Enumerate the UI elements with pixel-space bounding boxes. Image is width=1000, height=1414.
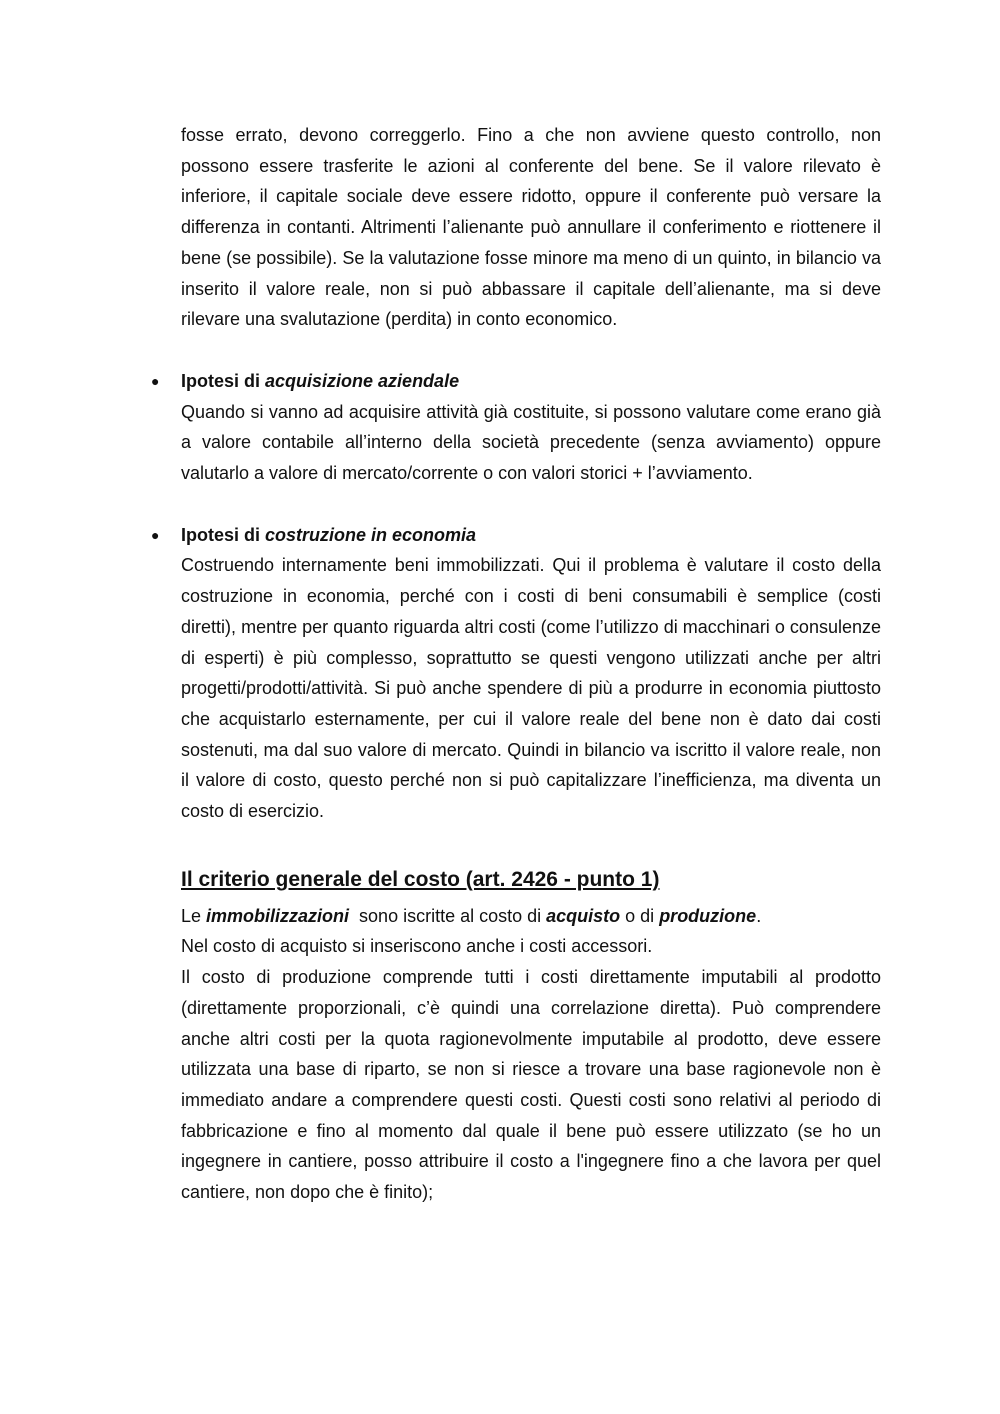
bullet-paragraph: Costruendo internamente beni immobilizzati. Qui il problema è valutare il costo della costruzione in economia, perché con i costi di beni consumabili è semplice (costi diretti), mentre per quanto riguarda altri costi (come l’utilizzo di macchinari o consulenze di esperti) è più complesso, soprattutto se questi vengono utilizzati anche per altri progetti/prodotti/attività. Si può anche spendere di più a produrre in economia piuttosto che acquistarlo esternamente, per cui il valore reale del bene non è dato dai costi sostenuti, ma dal suo valore di mercato. Quindi in bilancio va iscritto il valore reale, non il valore di costo, questo perché non si può capitalizzare l’inefficienza, ma diventa un costo di esercizio. (181, 555, 881, 822)
section-body-paragraph: Il costo di produzione comprende tutti i costi direttamente imputabili al prodotto (direttamente proporzionali, c’è quindi una correlazione diretta). Può comprendere anche altri costi per la quota ragionevolmente imputabile al prodotto, deve essere utilizzata una base di riparto, se non si riesce a trovare una base ragionevole non è immediato andare a comprendere questi costi. Questi costi sono relativi al periodo di fabbricazione e fino al momento dal quale il bene può essere utilizzato (se ho un ingegnere in cantiere, posso attribuire il costo a l'ingegnere fino a che lavora per quel cantiere, non dopo che è finito); (181, 967, 881, 1203)
bullet-acquisizione (151, 366, 881, 489)
bullet-title-emphasis: acquisizione aziendale (265, 370, 460, 391)
lead-emphasis: acquisto (546, 905, 621, 926)
section-criterio-costo (181, 865, 881, 1208)
lead-text: Le (181, 905, 207, 926)
section-lead-line (181, 901, 881, 932)
lead-text: o di (620, 905, 660, 926)
bullet-title-prefix: Ipotesi di (181, 370, 266, 391)
section-heading: Il criterio generale del costo (art. 2426 - punto 1) (181, 867, 660, 891)
bullet-costruzione (151, 520, 881, 827)
bullet-paragraph: Quando si vanno ad acquisire attività già costituite, si possono valutare come erano già a valore contabile all’interno della società precedente (senza avviamento) oppure valutarlo a valore di mercato/corrente o con valori storici + l’avviamento. (181, 401, 881, 484)
bullet-title (181, 520, 881, 551)
bullet-title-prefix: Ipotesi di (181, 524, 266, 545)
bullet-title-emphasis: costruzione in economia (265, 524, 477, 545)
lead-emphasis: produzione (659, 905, 757, 926)
bullet-title (181, 366, 881, 397)
intro-paragraph: fosse errato, devono correggerlo. Fino a che non avviene questo controllo, non possono essere trasferite le azioni al conferente del bene. Se il valore rilevato è inferiore, il capitale sociale deve essere ridotto, oppure il conferente può versare la differenza in contanti. Altrimenti l’alienante può annullare il conferimento e riottenere il bene (se possibile). Se la valutazione fosse minore ma meno di un quinto, in bilancio va inserito il valore reale, non si può abbassare il capitale dell’alienante, ma si deve rilevare una svalutazione (perdita) in conto economico. (181, 125, 881, 330)
lead-text: sono iscritte al costo di (349, 905, 547, 926)
lead-emphasis: immobilizzazioni (206, 905, 350, 926)
page-content (151, 120, 881, 1208)
bullet-dot-icon: ● (151, 372, 160, 389)
section-line: Nel costo di acquisto si inseriscono anche i costi accessori. (181, 936, 653, 957)
bullet-dot-icon: ● (151, 526, 160, 543)
lead-text: . (756, 905, 762, 926)
